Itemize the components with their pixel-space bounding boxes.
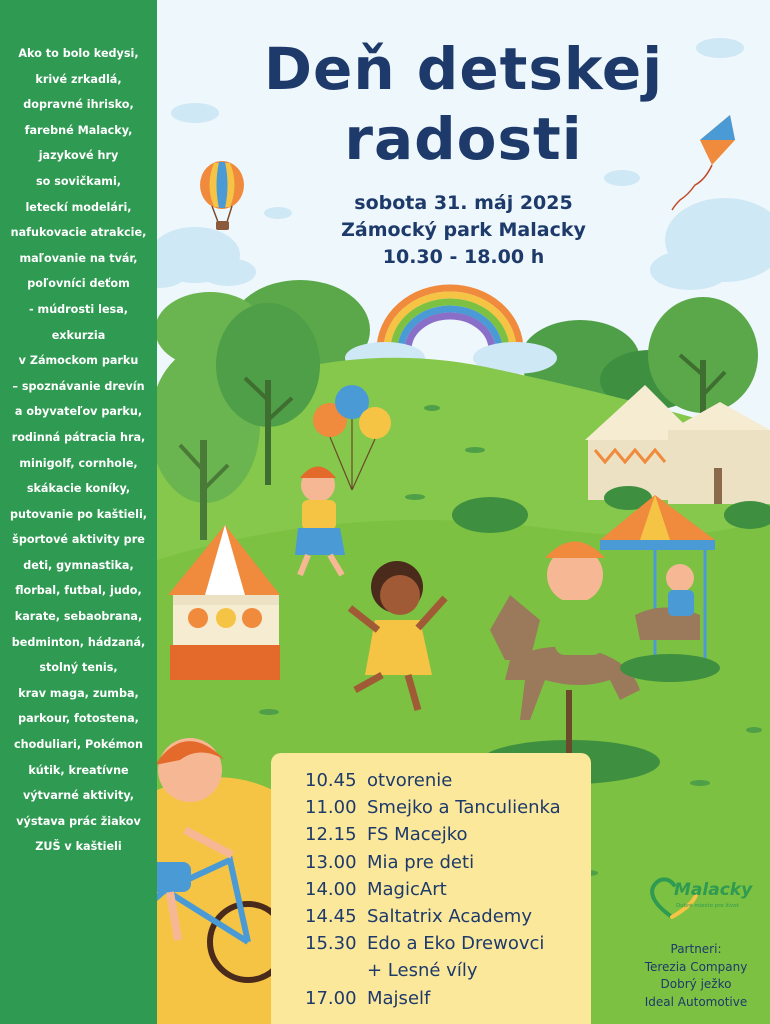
program-schedule	[271, 753, 591, 1024]
partner-name: Dobrý ježko	[660, 977, 732, 991]
event-venue: Zámocký park Malacky	[341, 219, 586, 241]
schedule-activity: Mia pre deti	[367, 851, 475, 873]
schedule-activity: Majself	[367, 987, 431, 1009]
schedule-activity: Smejko a Tanculienka	[367, 797, 561, 819]
logo-wordmark: Malacky	[674, 880, 753, 900]
schedule-time: 11.00	[305, 797, 357, 819]
activity-line: výtvarné aktivity,	[22, 789, 135, 803]
schedule-time: 14.00	[305, 878, 357, 900]
activity-line: poľovníci deťom	[27, 277, 130, 291]
schedule-activity: Saltatrix Academy	[367, 906, 532, 928]
activity-line: jazykové hry	[38, 149, 119, 163]
activity-line: stolný tenis,	[39, 661, 118, 675]
activity-line: športové aktivity pre	[12, 533, 145, 547]
event-date: sobota 31. máj 2025	[354, 192, 573, 214]
activity-line: – spoznávanie drevín	[12, 379, 145, 393]
activity-line: bedminton, hádzaná,	[11, 635, 146, 649]
schedule-time	[305, 957, 367, 984]
activity-line: parkour, fotostena,	[18, 712, 139, 726]
activity-line: krivé zrkadlá,	[35, 72, 122, 86]
activity-line: farebné Malacky,	[24, 123, 133, 137]
activity-line: krav maga, zumba,	[18, 686, 139, 700]
page-title	[157, 34, 770, 174]
activity-line: a obyvateľov parku,	[14, 405, 143, 419]
schedule-activity: Edo a Eko Drewovci	[367, 933, 545, 955]
activity-line: rodinná pátracia hra,	[11, 430, 146, 444]
activity-line: dopravné ihrisko,	[23, 98, 134, 112]
schedule-row	[305, 930, 591, 957]
activity-line: Ako to bolo kedysi,	[18, 47, 139, 60]
activity-line: nafukovacie atrakcie,	[10, 226, 147, 240]
activity-line: maľovanie na tvár,	[19, 251, 138, 265]
schedule-row	[305, 985, 591, 1012]
activity-line: putovanie po kaštieli,	[9, 507, 148, 521]
partners-heading: Partneri:	[670, 942, 722, 956]
partner-name: Ideal Automotive	[644, 994, 748, 1009]
activity-line: so sovičkami,	[35, 174, 122, 188]
schedule-activity: FS Macejko	[367, 824, 468, 846]
schedule-time: 14.45	[305, 906, 357, 928]
schedule-time: 10.45	[305, 770, 357, 791]
event-time: 10.30 - 18.00 h	[382, 246, 545, 268]
activity-line: v Zámockom parku	[18, 354, 139, 368]
activity-line: leteckí modelári,	[25, 200, 132, 214]
activity-line: ZUŠ v kaštieli	[35, 840, 122, 854]
activity-line: exkurzia	[51, 328, 106, 342]
schedule-time: 15.30	[305, 933, 357, 955]
title-line-1: Deň detskej	[263, 35, 664, 103]
activity-line: skákacie koníky,	[26, 482, 131, 496]
schedule-time: 13.00	[305, 851, 357, 873]
event-info	[157, 190, 770, 271]
activity-line: kútik, kreatívne	[28, 763, 129, 777]
schedule-row	[305, 821, 591, 848]
activity-line: minigolf, cornhole,	[19, 456, 138, 470]
schedule-row	[305, 794, 591, 821]
schedule-row	[305, 903, 591, 930]
schedule-row	[305, 876, 591, 903]
schedule-row	[305, 767, 591, 794]
activity-line: florbal, futbal, judo,	[15, 584, 142, 598]
title-line-2: radosti	[344, 105, 583, 173]
schedule-time: 17.00	[305, 987, 357, 1009]
partners-block	[628, 941, 764, 1011]
partner-name: Terezia Company	[644, 959, 748, 974]
schedule-row	[305, 849, 591, 876]
activity-line: výstava prác žiakov	[16, 814, 141, 828]
schedule-activity: otvorenie	[367, 770, 453, 791]
activity-line: - múdrosti lesa,	[29, 302, 128, 316]
activity-line: choduliari, Pokémon	[14, 738, 143, 752]
schedule-time: 12.15	[305, 824, 357, 846]
schedule-row	[305, 957, 591, 984]
schedule-activity: + Lesné víly	[367, 960, 478, 982]
activity-line: karate, sebaobrana,	[14, 610, 143, 624]
activity-line: deti, gymnastika,	[23, 558, 134, 572]
logo-tagline: Dobré miesto pre život	[676, 903, 739, 909]
schedule-activity: MagicArt	[367, 878, 447, 900]
activities-sidebar	[0, 0, 157, 1024]
